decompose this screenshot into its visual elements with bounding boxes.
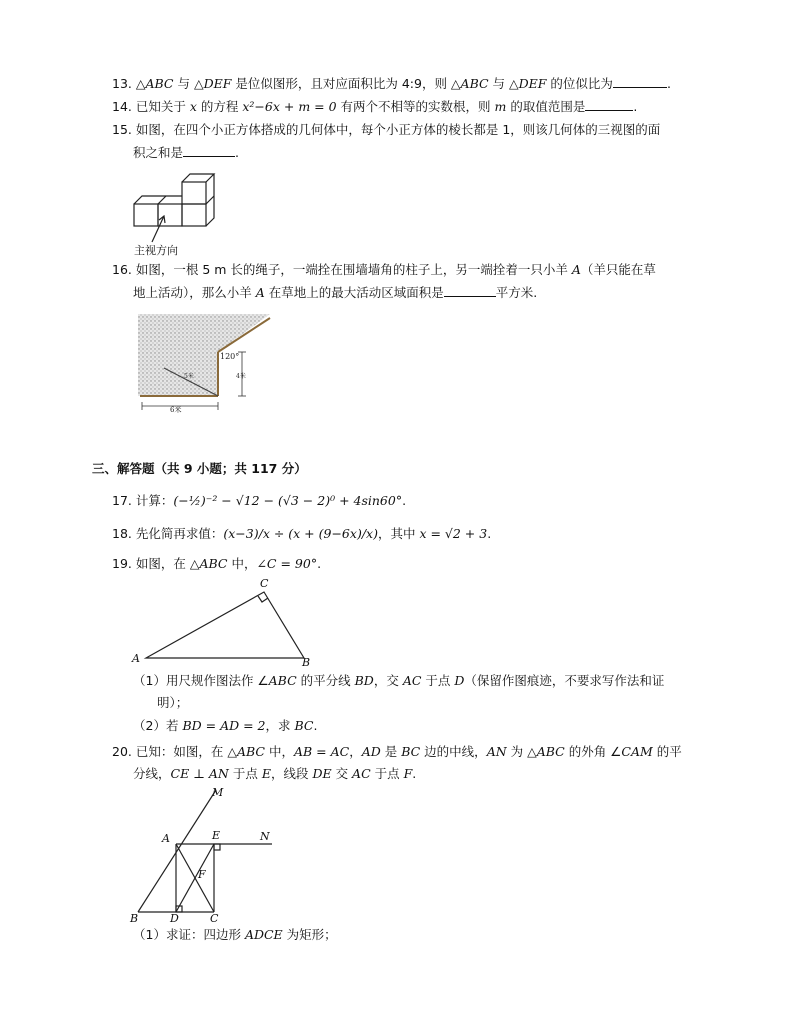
question-15-line2: 积之和是 . [133, 145, 239, 160]
question-19-part1-cont: 明）； [157, 695, 189, 710]
side-label: 4米 [236, 373, 246, 380]
rope-label: 5米 [184, 373, 194, 380]
question-16-line2: 地上活动），那么小羊 A 在草地上的最大活动区域面积是 平方米. [133, 285, 538, 300]
point-b: B [130, 912, 139, 925]
question-18: 18. 先化简再求值：(x−3)/x ÷ (x + (9−6x)/x)，其中 x = √2 + 3. [112, 526, 492, 541]
point-c: C [210, 912, 219, 925]
point-n: N [260, 830, 270, 843]
question-15: 15. 如图，在四个小正方体搭成的几何体中，每个小正方体的棱长都是 1，则该几何体的三视图的面 [112, 122, 661, 137]
rectangle-figure [126, 784, 286, 926]
point-a: A [162, 832, 170, 845]
question-20: 20. 已知：如图，在 △ABC 中，AB = AC，AD 是 BC 边的中线，AN 为 △ABC 的外角 ∠CAM 的平 [112, 744, 682, 759]
point-e: E [212, 829, 221, 842]
question-14: 14. 已知关于 x 的方程 x²−6x + m = 0 有两个不相等的实数根，则 m 的取值范围是 . [112, 99, 638, 114]
answer-blank[interactable] [585, 99, 633, 111]
question-17: 17. 计算：(−½)⁻² − √12 − (√3 − 2)⁰ + 4sin60°. [112, 493, 407, 508]
question-19-part1: （1）用尺规作图法作 ∠ABC 的平分线 BD，交 AC 于点 D（保留作图痕迹，不要求写作法和证 [133, 673, 665, 688]
question-20-part1: （1）求证：四边形 ADCE 为矩形； [133, 927, 337, 942]
cube-figure [128, 166, 228, 258]
section-title: 三、解答题（共 9 小题；共 117 分） [92, 461, 307, 476]
triangle-figure [126, 574, 322, 668]
point-d: D [170, 912, 179, 925]
vertex-c: C [260, 577, 269, 590]
vertex-a: A [132, 652, 140, 665]
point-m: M [212, 786, 224, 799]
bottom-label: 6米 [170, 406, 182, 414]
point-f: F [198, 868, 206, 881]
answer-blank[interactable] [183, 145, 235, 157]
angle-label: 120° [220, 352, 240, 361]
wall-figure [134, 312, 274, 416]
figure-label: 主视方向 [134, 244, 178, 257]
question-19: 19. 如图，在 △ABC 中，∠C = 90°. [112, 556, 322, 571]
question-19-part2: （2）若 BD = AD = 2，求 BC. [133, 718, 318, 733]
question-16: 16. 如图，一根 5 m 长的绳子，一端拴在围墙墙角的柱子上，另一端拴着一只小羊 A（羊只能在草 [112, 262, 656, 277]
question-13: 13. △ABC 与 △DEF 是位似图形，且对应面积比为 4:9，则 △ABC 与 △DEF 的位似比为 . [112, 76, 671, 91]
answer-blank[interactable] [613, 76, 667, 88]
answer-blank[interactable] [444, 285, 496, 297]
vertex-b: B [302, 656, 311, 668]
question-20-line2: 分线，CE ⊥ AN 于点 E，线段 DE 交 AC 于点 F. [133, 766, 417, 781]
